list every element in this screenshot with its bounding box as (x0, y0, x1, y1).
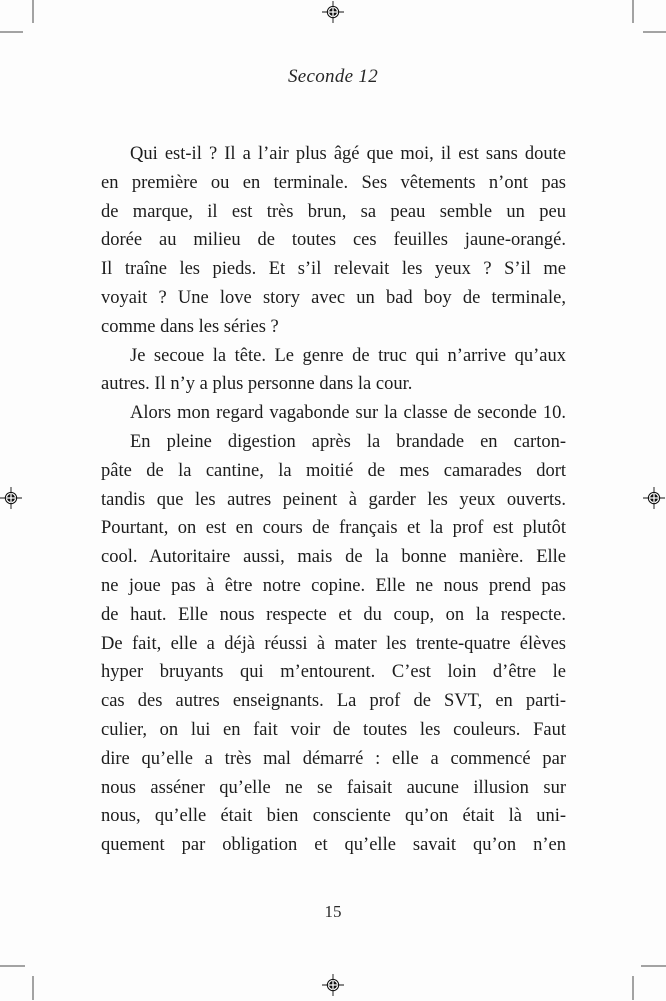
body-text-line: Qui est-il ? Il a l’air plus âgé que moi, il est sans doute (130, 144, 566, 164)
body-text-line: de haut. Elle nous respecte et du coup, on la respecte. (101, 604, 566, 625)
body-text-line: nous asséner qu’elle ne se faisait aucune illusion sur (101, 777, 566, 798)
page-number: 15 (324, 902, 342, 921)
body-text-line: en première ou en terminale. Ses vêtements n’ont pas (101, 172, 566, 193)
registration-mark-left-icon (0, 487, 22, 509)
body-text-line: Je secoue la tête. Le genre de truc qui n’arrive qu’aux (130, 345, 566, 366)
crop-mark-bottom-left-horizontal (0, 965, 25, 967)
crop-mark-bottom-left-vertical (32, 976, 34, 1000)
crop-mark-top-left-horizontal (0, 31, 23, 33)
body-text-line: de marque, il est très brun, sa peau semble un peu (101, 201, 566, 222)
body-text-line: hyper bruyants qui m’entourent. C’est loin d’être le (101, 662, 566, 683)
crop-mark-bottom-right-horizontal (641, 965, 666, 967)
body-text-line: ne joue pas à être notre copine. Elle ne nous prend pas (101, 575, 566, 596)
body-text-line: pâte de la cantine, la moitié de mes camarades dort (101, 460, 566, 481)
body-text-line: culier, on lui en fait voir de toutes les couleurs. Faut (101, 719, 566, 740)
body-text-line: quement par obligation et qu’elle savait qu’on n’en (101, 835, 566, 856)
body-text-line: Pourtant, on est en cours de français et la prof est plutôt (101, 518, 566, 539)
registration-mark-bottom-icon (322, 974, 344, 996)
body-text-line: En pleine digestion après la brandade en carton- (130, 431, 566, 452)
body-text-line: Il traîne les pieds. Et s’il relevait les yeux ? S’il me (101, 259, 566, 280)
crop-mark-top-left-vertical (32, 0, 34, 23)
body-text-line: dorée au milieu de toutes ces feuilles jaune-orangé. (101, 230, 566, 251)
crop-mark-bottom-right-vertical (632, 976, 634, 1000)
body-text-line: tandis que les autres peinent à garder les yeux ouverts. (101, 489, 566, 510)
body-text-line: voyait ? Une love story avec un bad boy de terminale, (101, 287, 566, 308)
registration-mark-right-icon (643, 487, 665, 509)
crop-mark-top-right-horizontal (643, 31, 666, 33)
body-text-line: comme dans les séries ? (101, 316, 279, 337)
crop-mark-top-right-vertical (632, 0, 634, 23)
body-text-line: cool. Autoritaire aussi, mais de la bonne manière. Elle (101, 547, 566, 568)
body-text-line: autres. Il n’y a plus personne dans la cour. (101, 374, 413, 395)
body-text (101, 140, 566, 860)
running-header: Seconde 12 (287, 66, 379, 87)
body-text-line: dire qu’elle a très mal démarré : elle a commencé par (101, 748, 566, 769)
body-text-line: nous, qu’elle était bien consciente qu’on était là uni- (101, 806, 566, 827)
body-text-line: Alors mon regard vagabonde sur la classe de seconde 10. (130, 403, 566, 424)
registration-mark-top-icon (322, 1, 344, 23)
body-text-line: cas des autres enseignants. La prof de SVT, en parti- (101, 691, 566, 712)
body-text-line: De fait, elle a déjà réussi à mater les trente-quatre élèves (101, 633, 566, 654)
